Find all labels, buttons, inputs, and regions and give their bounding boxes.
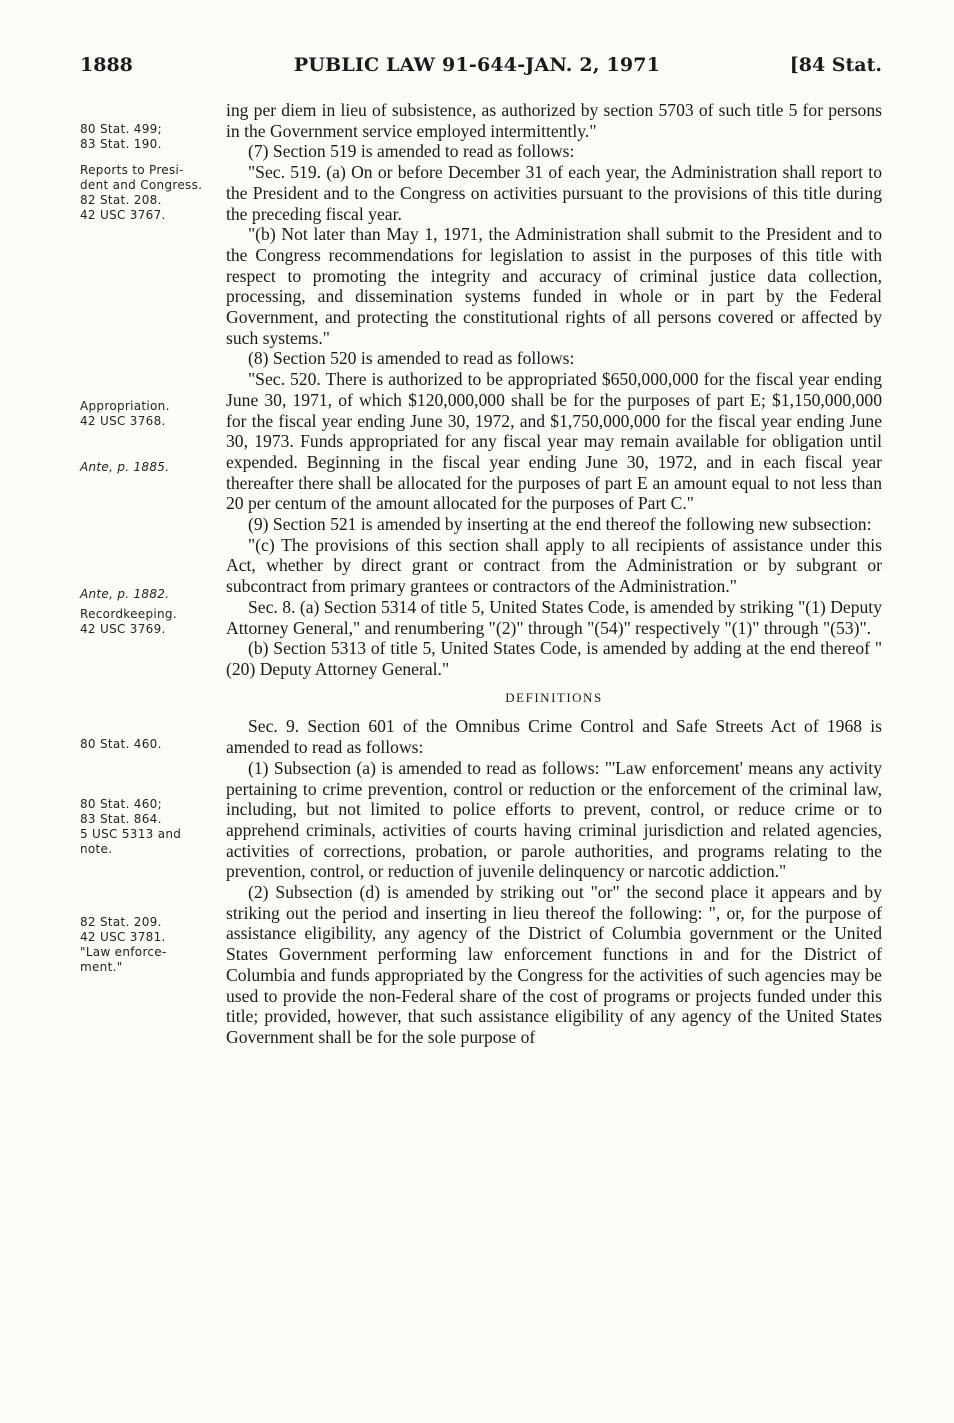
margin-note: Appropriation. 42 USC 3768. <box>80 399 170 428</box>
margin-note: Ante, p. 1882. <box>80 587 170 601</box>
body-text <box>226 100 882 1048</box>
paragraph: "(b) Not later than May 1, 1971, the Administration shall submit to the President and to the Congress recommendations for legislation to assist in the purposes of this title with respect to promoting the integrity and accuracy of criminal justice data collection, processing, and dissemination systems funded in whole or in part by the Federal Government, and protecting the constitutional rights of all persons covered or affected by such systems." <box>226 224 882 348</box>
paragraph: (7) Section 519 is amended to read as follows: <box>248 141 575 162</box>
margin-note: Recordkeeping. 42 USC 3769. <box>80 607 177 636</box>
paragraph: (b) Section 5313 of title 5, United States Code, is amended by adding at the end thereof "(20) Deputy Attorney General." <box>226 638 882 679</box>
paragraph: "Sec. 520. There is authorized to be appropriated $650,000,000 for the fiscal year ending June 30, 1971, of which $120,000,000 shall be for the purposes of part E; $1,150,000,000 for the fiscal year ending June 30, 1972, and $1,750,000,000 for the fiscal year ending June 30, 1973. Funds appropriated for any fiscal year may remain available for obligation until expended. Beginning in the fiscal year ending June 30, 1972, and in each fiscal year thereafter there shall be allocated for the purposes of part E an amount equal to not less than 20 per centum of the amount allocated for the purposes of Part C." <box>226 369 882 514</box>
page-header <box>0 54 954 84</box>
margin-note: 80 Stat. 460. <box>80 737 162 751</box>
paragraph: "(c) The provisions of this section shall apply to all recipients of assistance under this Act, whether by direct grant or contract from the Administration or by subgrant or subcontract from primary grantees or contractors of the Administration." <box>226 534 882 597</box>
section-heading: DEFINITIONS <box>505 689 603 705</box>
paragraph: (9) Section 521 is amended by inserting at the end thereof the following new subsection: <box>248 514 872 535</box>
paragraph: ing per diem in lieu of subsistence, as authorized by section 5703 of such title 5 for persons in the Government service employed intermittently." <box>226 100 882 141</box>
page-number: 1888 <box>80 54 133 76</box>
page-title: PUBLIC LAW 91-644-JAN. 2, 1971 <box>293 54 661 76</box>
margin-note: Ante, p. 1885. <box>80 460 170 474</box>
paragraph: (2) Subsection (d) is amended by striking out "or" the second place it appears and by striking out the period and inserting in lieu thereof the following: ", or, for the purpose of assistance eligibility, any agency of the District of Columbia government or the United States Government performing law enforcement functions in and for the District of Columbia and funds appropriated by the Congress for the activities of such agencies may be used to provide the non-Federal share of the cost of programs or projects funded under this title; provided, however, that such assistance eligibility of any agency of the United States Government shall be for the sole purpose of <box>226 882 882 1047</box>
margin-note: 80 Stat. 460; 83 Stat. 864. 5 USC 5313 and note. <box>80 797 182 856</box>
margin-note: Reports to Presi- dent and Congress. 82 Stat. 208. 42 USC 3767. <box>80 163 203 222</box>
margin-note: 82 Stat. 209. 42 USC 3781. "Law enforce- ment." <box>80 915 167 974</box>
margin-note: 80 Stat. 499; 83 Stat. 190. <box>80 122 162 151</box>
paragraph: "Sec. 519. (a) On or before December 31 of each year, the Administration shall report to the President and to the Congress on activities pursuant to the provisions of this title during the preceding fiscal year. <box>226 162 882 224</box>
paragraph: Sec. 8. (a) Section 5314 of title 5, United States Code, is amended by striking "(1) Deputy Attorney General," and renumbering "(2)" through "(54)" respectively "(1)" through "(53)". <box>226 596 882 638</box>
paragraph: (1) Subsection (a) is amended to read as follows: "'Law enforcement' means any activity pertaining to crime prevention, control or reduction or the enforcement of the criminal law, including, but not limited to police efforts to prevent, control, or reduce crime or to apprehend criminals, activities of courts having criminal jurisdiction and related agencies, activities of corrections, probation, or parole authorities, and programs relating to the prevention, control, or reduction of juvenile delinquency or narcotic addiction." <box>226 757 882 882</box>
statute-reference: [84 Stat. <box>789 54 882 76</box>
paragraph: Sec. 9. Section 601 of the Omnibus Crime Control and Safe Streets Act of 1968 is amended to read as follows: <box>226 716 882 758</box>
paragraph: (8) Section 520 is amended to read as follows: <box>248 348 575 369</box>
